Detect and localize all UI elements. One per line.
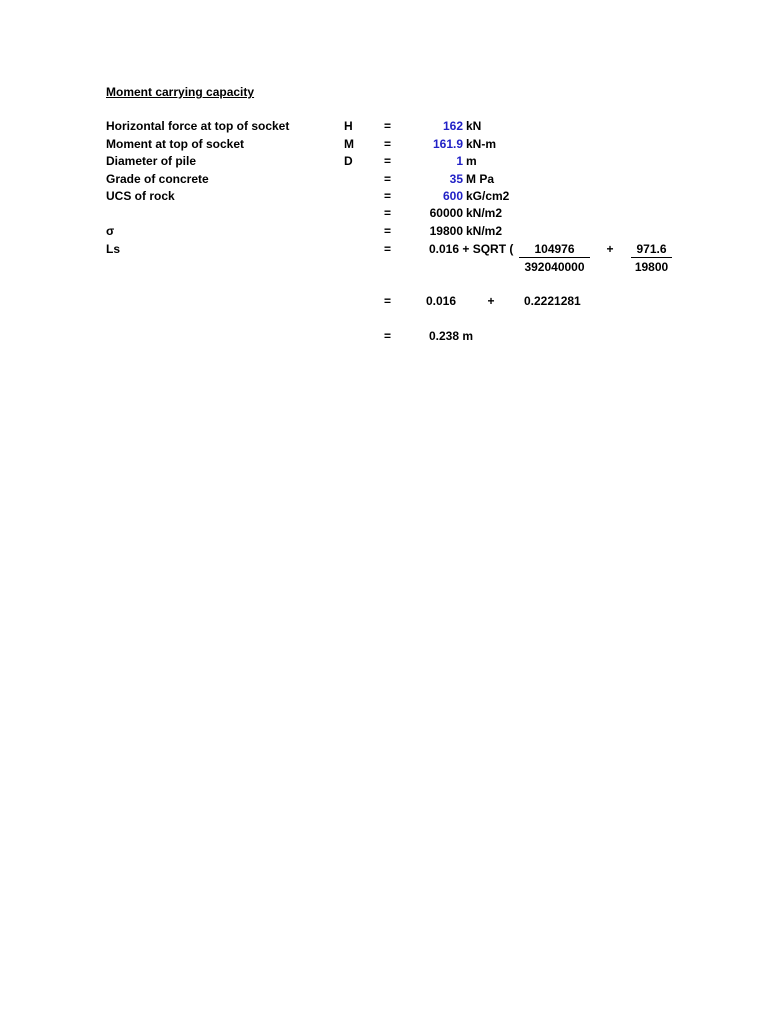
row-label-horizontal-force: Horizontal force at top of socket: [106, 119, 290, 133]
unit-label: kG/cm2: [466, 189, 510, 203]
equals-sign: =: [384, 329, 392, 343]
unit-label: kN/m2: [466, 224, 503, 238]
row-label-diameter: Diameter of pile: [106, 154, 197, 168]
ls-expression: 0.016 + SQRT (: [429, 242, 514, 256]
fraction-2-bar: [631, 257, 672, 258]
fraction-1-numerator: 104976: [534, 242, 575, 256]
plus-sign: +: [487, 294, 495, 308]
equals-sign: =: [384, 224, 392, 238]
unit-label: kN/m2: [466, 206, 503, 220]
row-label-grade-of-concrete: Grade of concrete: [106, 172, 209, 186]
section-title: Moment carrying capacity: [106, 85, 255, 99]
fraction-2-denominator: 19800: [634, 260, 669, 274]
equals-sign: =: [384, 154, 392, 168]
equals-sign: =: [384, 189, 392, 203]
computed-value-ucs-converted: 60000: [429, 206, 463, 220]
row-symbol-h: H: [344, 119, 353, 133]
equals-sign: =: [384, 119, 392, 133]
row-label-ucs-of-rock: UCS of rock: [106, 189, 175, 203]
row-symbol-d: D: [344, 154, 353, 168]
step-term-a: 0.016: [426, 294, 457, 308]
input-value-ucs: 600: [442, 189, 463, 203]
fraction-2-numerator: 971.6: [636, 242, 667, 256]
step-term-b: 0.2221281: [524, 294, 581, 308]
unit-label: m: [466, 154, 477, 168]
result-value: 0.238 m: [429, 329, 474, 343]
fraction-1-denominator: 392040000: [524, 260, 585, 274]
row-symbol-m: M: [344, 137, 354, 151]
input-value-moment: 161.9: [432, 137, 463, 151]
unit-label: M Pa: [466, 172, 495, 186]
equals-sign: =: [384, 206, 392, 220]
fraction-1-bar: [519, 257, 590, 258]
input-value-grade: 35: [449, 172, 463, 186]
computed-value-sigma: 19800: [429, 224, 463, 238]
input-value-horizontal-force: 162: [442, 119, 463, 133]
row-label-moment: Moment at top of socket: [106, 137, 245, 151]
unit-label: kN-m: [466, 137, 497, 151]
row-label-sigma: σ: [106, 224, 115, 238]
equals-sign: =: [384, 172, 392, 186]
equals-sign: =: [384, 137, 392, 151]
input-value-diameter: 1: [456, 154, 463, 168]
equals-sign: =: [384, 242, 392, 256]
plus-sign: +: [606, 242, 614, 256]
row-label-ls: Ls: [106, 242, 121, 256]
unit-label: kN: [466, 119, 482, 133]
equals-sign: =: [384, 294, 392, 308]
